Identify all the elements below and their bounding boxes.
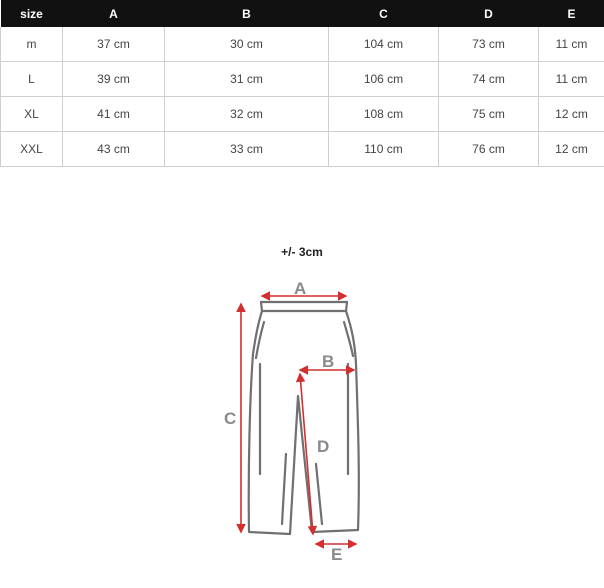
label-b: B [322, 352, 335, 371]
d-cell: 73 cm [439, 27, 539, 62]
pants-measurement-diagram [220, 274, 370, 566]
c-cell: 110 cm [329, 132, 439, 167]
size-cell: L [1, 62, 63, 97]
label-e: E [331, 545, 343, 564]
c-cell: 104 cm [329, 27, 439, 62]
header-e: E [539, 0, 604, 27]
e-cell: 11 cm [539, 27, 604, 62]
measure-arrows [241, 296, 356, 544]
a-cell: 37 cm [63, 27, 165, 62]
b-cell: 33 cm [165, 132, 329, 167]
table-header-row [1, 0, 604, 27]
size-cell: XL [1, 97, 63, 132]
table-row [1, 97, 604, 132]
b-cell: 30 cm [165, 27, 329, 62]
d-cell: 74 cm [439, 62, 539, 97]
header-d: D [439, 0, 539, 27]
label-a: A [294, 279, 307, 298]
header-c: C [329, 0, 439, 27]
header-b: B [165, 0, 329, 27]
e-cell: 11 cm [539, 62, 604, 97]
d-cell: 75 cm [439, 97, 539, 132]
e-cell: 12 cm [539, 97, 604, 132]
b-cell: 31 cm [165, 62, 329, 97]
b-cell: 32 cm [165, 97, 329, 132]
tolerance-note: +/- 3cm [281, 245, 323, 259]
header-a: A [63, 0, 165, 27]
header-size: size [1, 0, 63, 27]
e-cell: 12 cm [539, 132, 604, 167]
label-d: D [317, 437, 330, 456]
a-cell: 41 cm [63, 97, 165, 132]
table-row [1, 62, 604, 97]
label-c: C [224, 409, 237, 428]
c-cell: 108 cm [329, 97, 439, 132]
table-row [1, 27, 604, 62]
size-cell: m [1, 27, 63, 62]
c-cell: 106 cm [329, 62, 439, 97]
table-row [1, 132, 604, 167]
size-table [0, 0, 604, 167]
a-cell: 43 cm [63, 132, 165, 167]
arrow-d [300, 374, 313, 534]
d-cell: 76 cm [439, 132, 539, 167]
size-cell: XXL [1, 132, 63, 167]
a-cell: 39 cm [63, 62, 165, 97]
